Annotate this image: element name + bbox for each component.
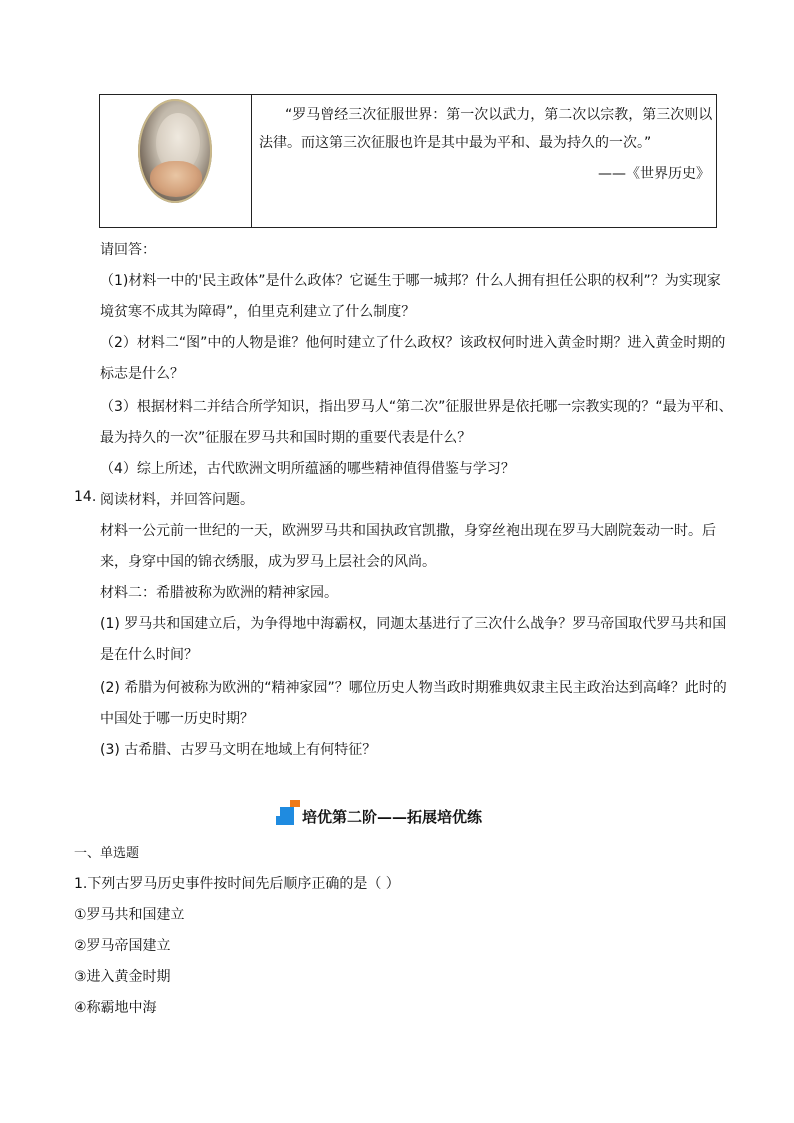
q14-sub2-line2: 中国处于哪一历史时期？: [100, 711, 254, 727]
cameo-portrait-image: [138, 99, 212, 203]
quote-line-1: “罗马曾经三次征服世界：第一次以武力，第二次以宗教，第三次则以: [285, 107, 713, 123]
q14-material1-line2: 来，身穿中国的锦衣绣服，成为罗马上层社会的风尚。: [100, 554, 436, 570]
q1-stem: 1.下列古罗马历史事件按时间先后顺序正确的是（ ）: [74, 876, 400, 892]
quote-source: ——《世界历史》: [598, 166, 710, 182]
banner-blue-block-2: [276, 816, 294, 825]
q13-prompt: 请回答：: [100, 242, 156, 258]
q1-option-4: ④称霸地中海: [74, 1000, 157, 1016]
material-table: [99, 94, 717, 228]
q14-material2: 材料二：希腊被称为欧洲的精神家园。: [100, 585, 338, 601]
q14-material1-line1: 材料一公元前一世纪的一天，欧洲罗马共和国执政官凯撒，身穿丝袍出现在罗马大剧院轰动一时。后: [100, 523, 716, 539]
banner-blue-block-1: [280, 807, 294, 816]
q14-sub1-line1: (1) 罗马共和国建立后，为争得地中海霸权，同迦太基进行了三次什么战争？罗马帝国取代罗马共和国: [100, 616, 727, 632]
q13-sub4: （4）综上所述，古代欧洲文明所蕴涵的哪些精神值得借鉴与学习？: [100, 461, 515, 477]
quote-line-2: 法律。而这第三次征服也许是其中最为平和、最为持久的一次。”: [259, 135, 652, 151]
q14-number: 14.: [74, 489, 97, 505]
q13-sub3-line1: （3）根据材料二并结合所学知识，指出罗马人“第二次”征服世界是依托哪一宗教实现的？“最为平和、: [100, 399, 733, 415]
banner-orange-block: [290, 800, 300, 807]
section-banner: [276, 800, 536, 830]
q14-sub1-line2: 是在什么时间？: [100, 647, 198, 663]
q13-sub2-line2: 标志是什么？: [100, 366, 184, 382]
section-heading: 一、单选题: [74, 846, 140, 861]
q14-title: 阅读材料，并回答问题。: [100, 492, 254, 508]
q13-sub3-line2: 最为持久的一次”征服在罗马共和国时期的重要代表是什么？: [100, 430, 472, 446]
q1-option-1: ①罗马共和国建立: [74, 907, 185, 923]
q13-sub2-line1: （2）材料二“图”中的人物是谁？他何时建立了什么政权？该政权何时进入黄金时期？进入黄金时期的: [100, 335, 726, 351]
banner-title: 培优第二阶——拓展培优练: [302, 808, 483, 826]
q13-sub1-line1: （1)材料一中的'民主政体”是什么政体？它诞生于哪一城邦？什么人拥有担任公职的权利”？为实现家: [100, 273, 721, 289]
q14-sub3: (3) 古希腊、古罗马文明在地域上有何特征？: [100, 742, 377, 758]
q14-sub2-line1: (2) 希腊为何被称为欧洲的“精神家园”？哪位历史人物当政时期雅典奴隶主民主政治达到高峰？此时的: [100, 680, 727, 696]
q13-sub1-line2: 境贫寒不成其为障碍”，伯里克利建立了什么制度？: [100, 304, 416, 320]
quote-cell: [252, 95, 716, 227]
q1-option-3: ③进入黄金时期: [74, 969, 171, 985]
q1-option-2: ②罗马帝国建立: [74, 938, 171, 954]
cameo-shoulder: [150, 161, 202, 197]
